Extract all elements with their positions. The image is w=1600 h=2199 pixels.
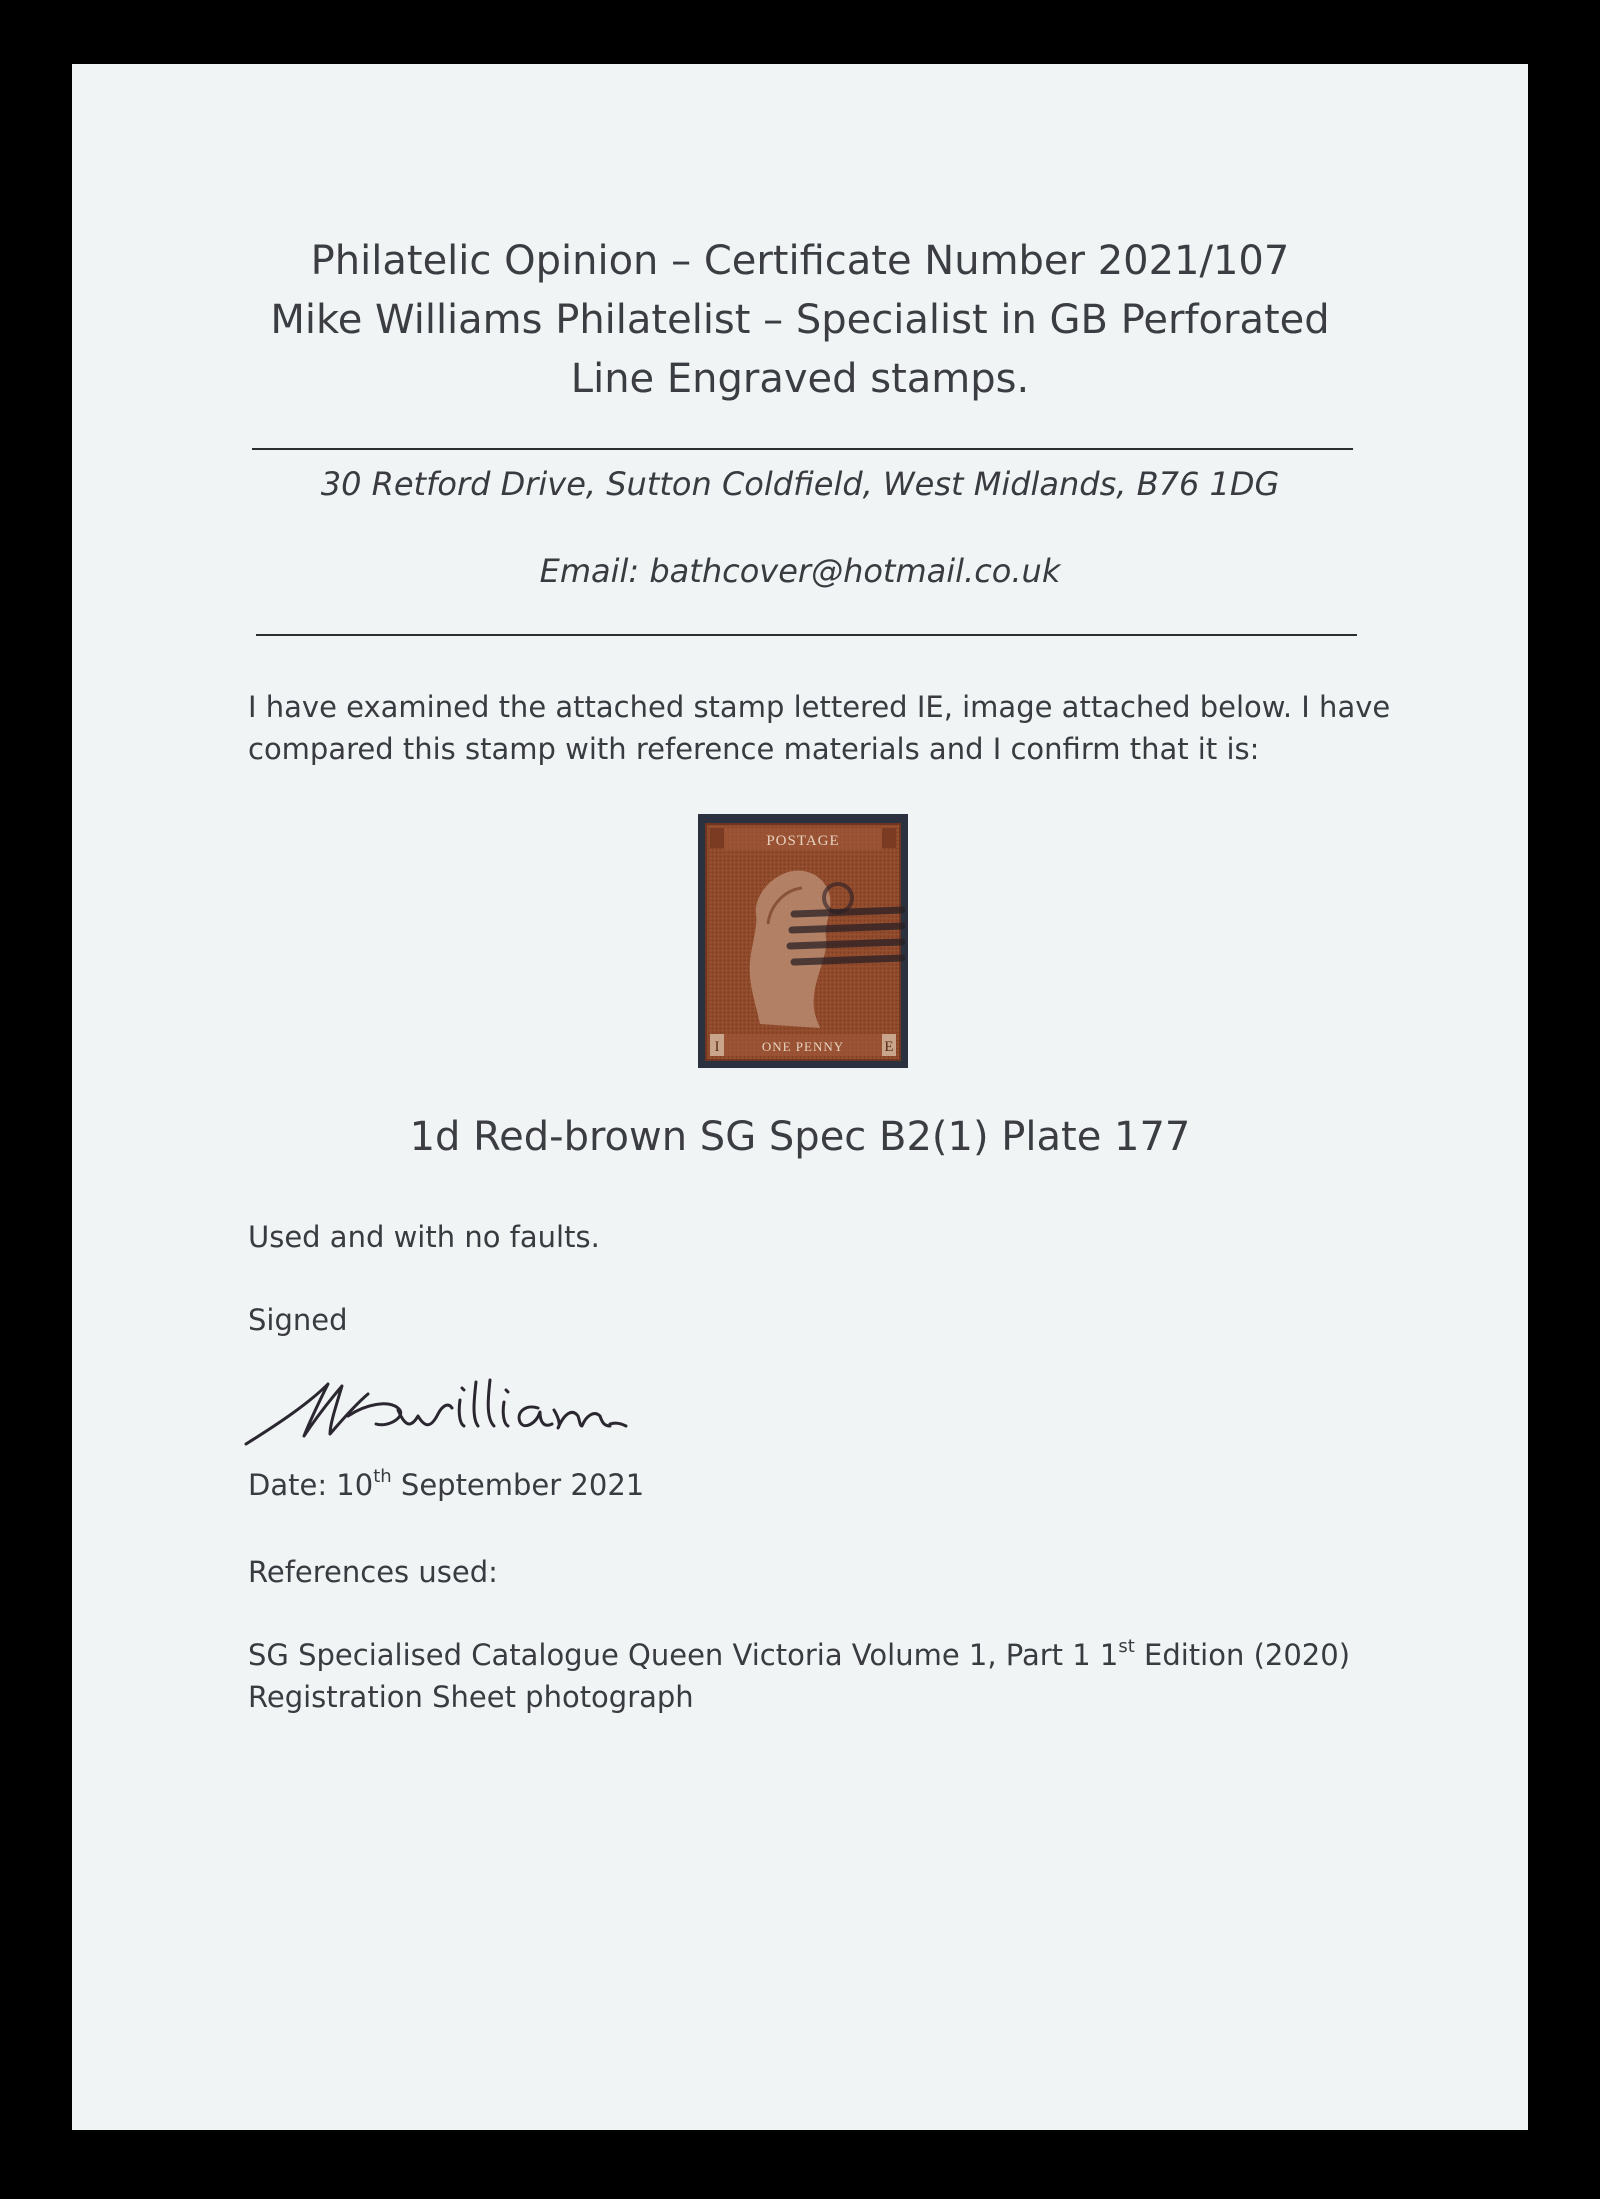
address-line: 30 Retford Drive, Sutton Coldfield, West Midlands, B76 1DG — [320, 465, 1280, 503]
email-line: Email: bathcover@hotmail.co.uk — [539, 552, 1061, 590]
penny-red-stamp-picture — [698, 814, 908, 1068]
reference-edition-ordinal: st — [1118, 1636, 1135, 1658]
certificate-heading — [72, 232, 1528, 409]
reference-edition-text: Edition (2020) — [1134, 1638, 1351, 1672]
intro-line-1: I have examined the attached stamp lettered IE, image attached below. I have — [248, 690, 1391, 724]
bottom-divider — [256, 634, 1357, 636]
heading-line-1: Philatelic Opinion – Certificate Number 2021/107 — [310, 238, 1290, 284]
top-divider — [252, 448, 1353, 450]
heading-line-3: Line Engraved stamps. — [570, 356, 1030, 402]
intro-paragraph — [248, 686, 1390, 770]
stamp-image — [698, 814, 908, 1068]
signed-label: Signed — [248, 1303, 348, 1337]
stamp-corner-left: I — [714, 1039, 720, 1055]
stamp-bottom-text: ONE PENNY — [761, 1039, 845, 1054]
date-prefix: Date: 10 — [248, 1468, 374, 1502]
reference-catalogue-text: SG Specialised Catalogue Queen Victoria Volume 1, Part 1 1 — [248, 1638, 1119, 1672]
date-rest: September 2021 — [391, 1468, 645, 1502]
heading-line-2: Mike Williams Philatelist – Specialist in GB Perforated — [270, 297, 1330, 343]
date-ordinal: th — [373, 1466, 392, 1488]
certificate-page — [72, 64, 1528, 2130]
stamp-top-text: POSTAGE — [766, 833, 840, 849]
certificate-date — [248, 1464, 644, 1506]
references-title: References used: — [248, 1555, 498, 1589]
reference-item-catalogue — [248, 1634, 1350, 1676]
condition-statement: Used and with no faults. — [248, 1220, 600, 1254]
references-list — [248, 1634, 1350, 1718]
handwritten-signature — [238, 1364, 708, 1454]
stamp-identification: 1d Red-brown SG Spec B2(1) Plate 177 — [409, 1114, 1191, 1160]
intro-line-2: compared this stamp with reference materials and I confirm that it is: — [248, 732, 1260, 766]
reference-item-registration: Registration Sheet photograph — [248, 1680, 694, 1714]
stamp-corner-right: E — [884, 1039, 894, 1055]
